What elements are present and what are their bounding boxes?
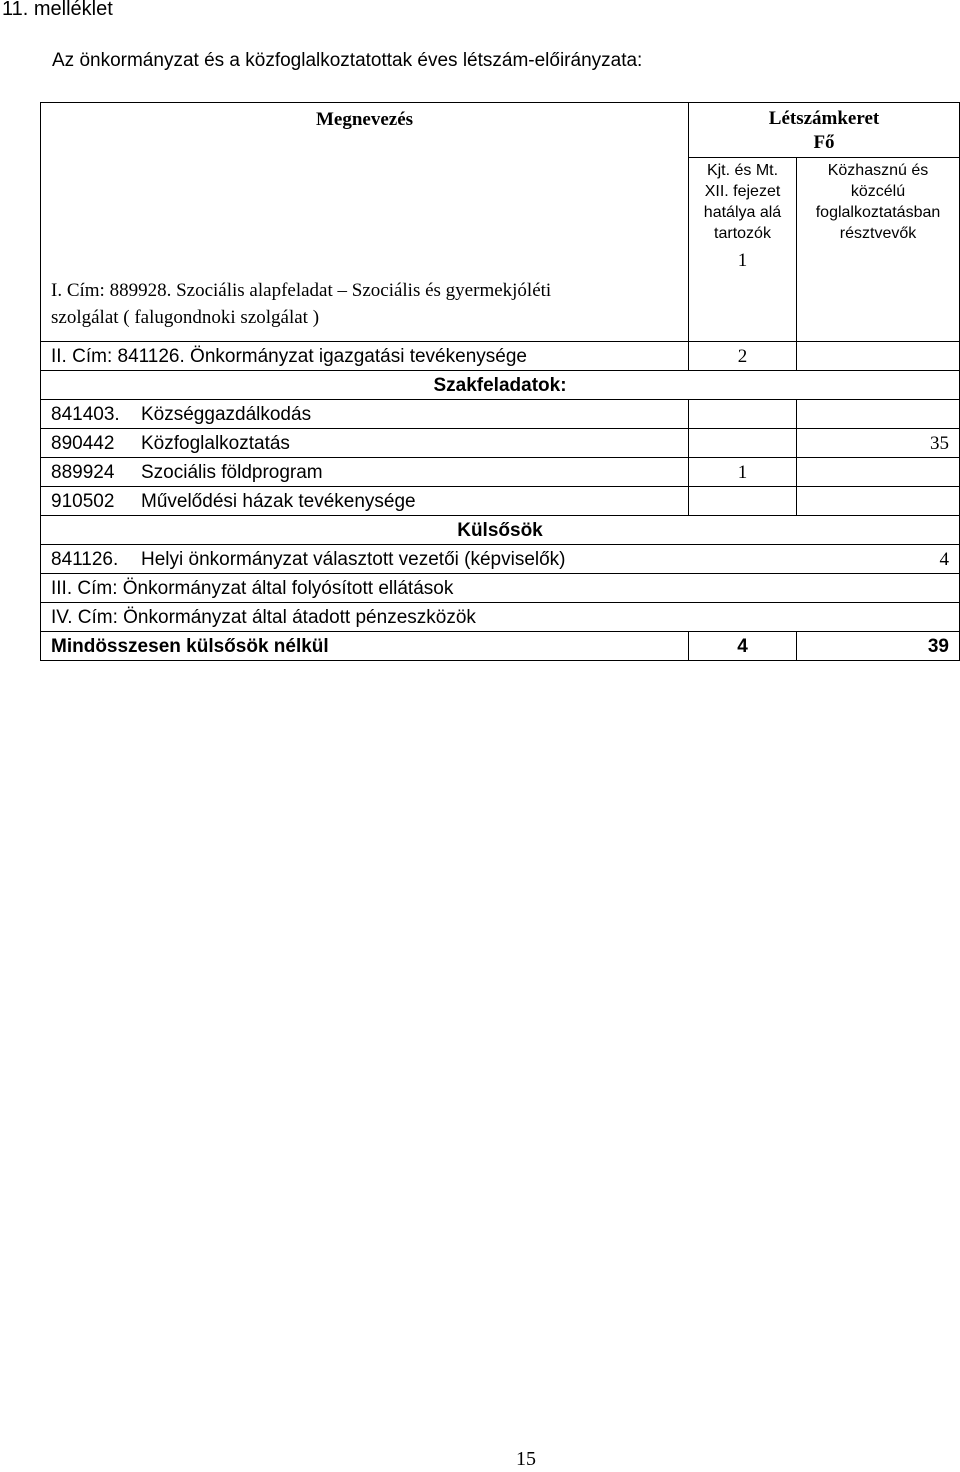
task-public-value	[797, 487, 960, 516]
task-row-label	[41, 429, 689, 458]
public-work-column-header: Közhasznú és közcélú foglalkoztatásban résztvevők	[815, 162, 941, 242]
task-code: 890442	[51, 432, 115, 454]
row-title-III: III. Cím: Önkormányzat által folyósított ellátások	[41, 574, 960, 603]
staff-frame-label: Létszámkeret	[768, 108, 880, 129]
section-row	[41, 371, 960, 400]
task-name: Művelődési házak tevékenysége	[141, 490, 416, 512]
task-public-value	[797, 458, 960, 487]
annex-label: 11. melléklet	[2, 0, 113, 20]
task-name: Szociális földprogram	[141, 461, 323, 483]
staff-frame-header	[689, 103, 960, 158]
task-public-value: 35	[797, 429, 960, 458]
external-row-label	[41, 545, 797, 574]
section-row	[41, 516, 960, 545]
external-code: 841126.	[51, 548, 119, 570]
page-number: 15	[516, 1448, 536, 1470]
task-name: Községgazdálkodás	[141, 403, 312, 425]
total-row	[41, 632, 960, 661]
staff-table	[40, 102, 960, 661]
unit-label: Fő	[813, 132, 835, 153]
section-header-external: Külsősök	[41, 516, 960, 545]
table-row	[41, 603, 960, 632]
task-name: Közfoglalkoztatás	[141, 432, 290, 454]
name-column-header: Megnevezés	[315, 109, 414, 130]
task-row-label	[41, 458, 689, 487]
table-row	[41, 400, 960, 429]
table-row	[41, 574, 960, 603]
task-code: 889924	[51, 461, 115, 483]
external-public-value: 4	[797, 545, 960, 574]
table-row	[41, 487, 960, 516]
task-public-value	[797, 400, 960, 429]
table-header-row	[41, 103, 960, 158]
row-II-kjt-value: 2	[689, 342, 797, 371]
table-row	[41, 545, 960, 574]
task-code: 841403.	[51, 403, 120, 425]
total-public-value: 39	[797, 632, 960, 661]
row-title-I: I. Cím: 889928. Szociális alapfeladat – Szociális és gyermekjóléti szolgálat ( falugondnoki szolgálat )	[51, 280, 552, 328]
kjt-column-cell	[689, 158, 797, 342]
total-label: Mindösszesen külsősök nélkül	[41, 632, 689, 661]
table-row	[41, 342, 960, 371]
task-kjt-value	[689, 429, 797, 458]
row-title-IV: IV. Cím: Önkormányzat által átadott pénzeszközök	[41, 603, 960, 632]
table-row	[41, 429, 960, 458]
task-row-label	[41, 487, 689, 516]
task-kjt-value: 1	[689, 458, 797, 487]
section-header-tasks: Szakfeladatok:	[41, 371, 960, 400]
task-code: 910502	[51, 490, 115, 512]
table-row	[41, 458, 960, 487]
task-kjt-value	[689, 487, 797, 516]
public-work-column-cell	[797, 158, 960, 342]
row-II-public-value	[797, 342, 960, 371]
external-name: Helyi önkormányzat választott vezetői (képviselők)	[141, 548, 566, 570]
task-kjt-value	[689, 400, 797, 429]
kjt-column-header: Kjt. és Mt. XII. fejezet hatálya alá tartozók	[703, 162, 782, 242]
row-I-kjt-value: 1	[737, 250, 748, 271]
row-title-II: II. Cím: 841126. Önkormányzat igazgatási tevékenysége	[41, 342, 689, 371]
task-row-label	[41, 400, 689, 429]
name-header-cell	[41, 103, 689, 342]
total-kjt-value: 4	[689, 632, 797, 661]
document-title: Az önkormányzat és a közfoglalkoztatottak éves létszám-előirányzata:	[52, 50, 643, 71]
